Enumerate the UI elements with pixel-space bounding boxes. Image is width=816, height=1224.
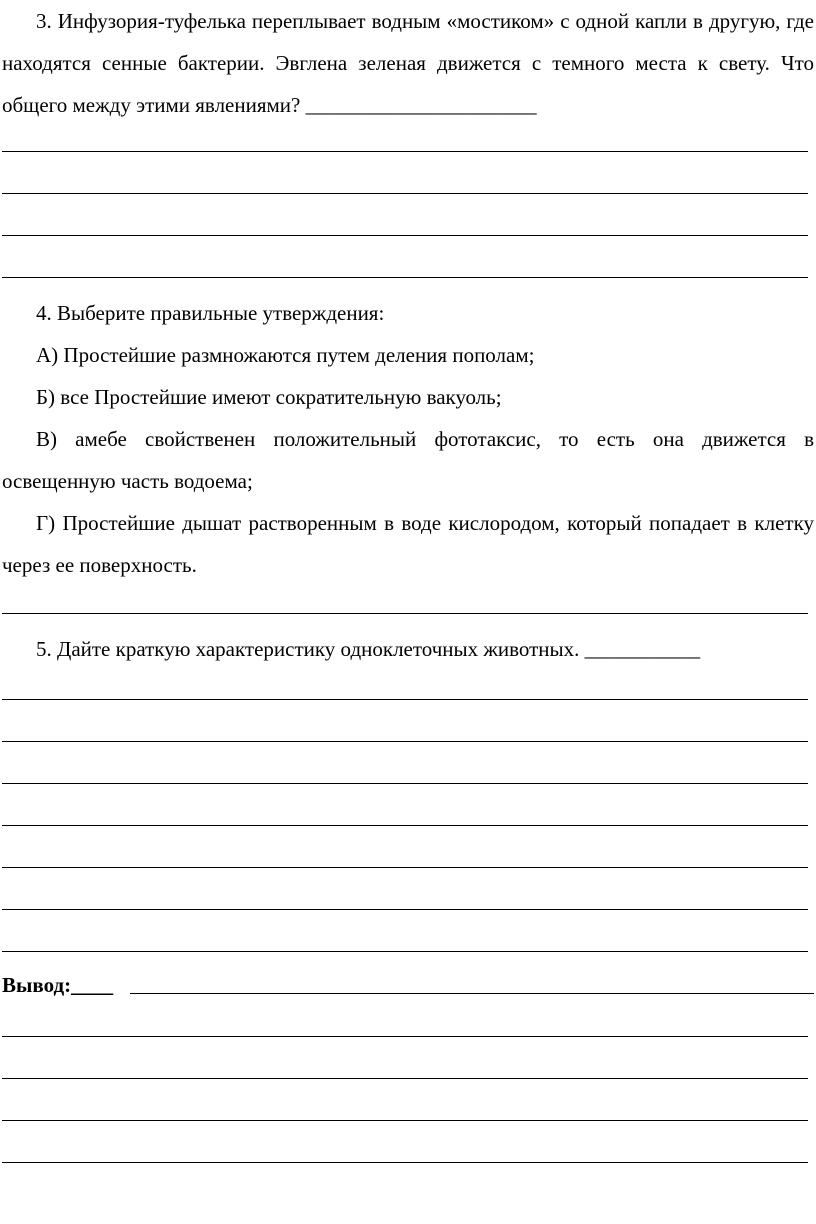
question-3-answer-start: ______________________: [305, 93, 537, 117]
answer-line-q5-5: [2, 867, 808, 868]
conclusion-label: Вывод:: [2, 973, 72, 997]
question-4-title: 4. Выберите правильные утверждения:: [36, 301, 385, 325]
answer-line-q3-2: [2, 193, 808, 194]
question-3: [2, 0, 814, 126]
question-4-option-c: В) амебе свойственен положительный фототаксис, то есть она движется в освещенную часть водоема;: [2, 427, 814, 493]
conclusion: [2, 964, 113, 1006]
question-5-answer-start: ___________: [584, 637, 701, 661]
question-5: [2, 628, 814, 670]
conclusion-line-2: [2, 1078, 808, 1079]
answer-line-q3-1: [2, 151, 808, 152]
conclusion-line-3: [2, 1120, 808, 1121]
conclusion-line-4: [2, 1162, 808, 1163]
answer-line-q3-3: [2, 235, 808, 236]
question-5-text: 5. Дайте краткую характеристику одноклеточных животных.: [36, 637, 580, 661]
answer-line-q4: [2, 613, 808, 614]
answer-line-q5-1: [2, 699, 808, 700]
question-4-option-b: Б) все Простейшие имеют сократительную вакуоль;: [36, 385, 502, 409]
conclusion-line-1: [2, 1036, 808, 1037]
answer-line-q5-3: [2, 783, 808, 784]
question-4-option-a: А) Простейшие размножаются путем деления пополам;: [36, 343, 535, 367]
question-4-option-d: Г) Простейшие дышат растворенным в воде кислородом, который попадает в клетку через ее поверхность.: [2, 511, 814, 577]
answer-line-q5-6: [2, 909, 808, 910]
answer-line-q3-4: [2, 277, 808, 278]
conclusion-line-main: [130, 993, 814, 994]
question-3-text: 3. Инфузория-туфелька переплывает водным «мостиком» с одной капли в другую, где находятся сенные бактерии. Эвглена зеленая движется с темного места к свету. Что общего между этими явлениями?: [2, 9, 814, 117]
answer-line-q5-7: [2, 951, 808, 952]
answer-line-q5-2: [2, 741, 808, 742]
conclusion-underscore: ____: [71, 973, 114, 997]
answer-line-q5-4: [2, 825, 808, 826]
